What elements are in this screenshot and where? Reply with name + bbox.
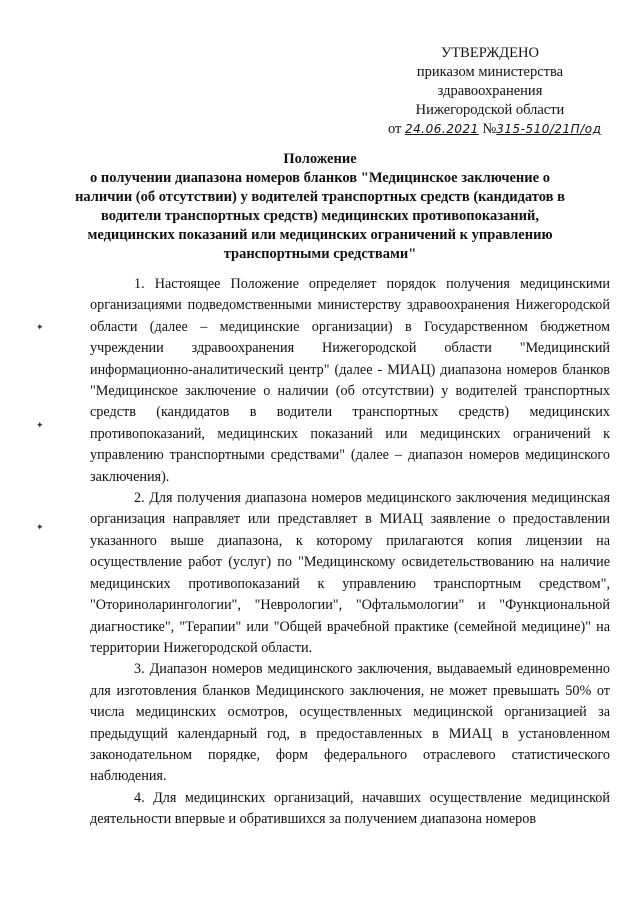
- title-heading: Положение: [283, 151, 357, 167]
- margin-mark-1: ✦: [36, 322, 44, 332]
- approval-heading: УТВЕРЖДЕНО: [441, 45, 539, 61]
- margin-mark-3: ✦: [36, 522, 44, 532]
- approval-region-line: Нижегородской области: [415, 102, 565, 118]
- paragraph-2: 2. Для получения диапазона номеров медицинского заключения медицинская организация направляет или представляет в МИАЦ заявление о предоставлении указанного выше диапазона, к которому прилагаются копия лицензии на осуществление работ (услуг) по "Медицинскому освидетельствованию на наличие медицинских противопоказаний к управлению транспортным средством", "Оториноларингологии", "Неврологии", "Офтальмологии" и "Функциональной диагностике", "Терапии" или "Общей врачебной практике (семейной медицине)" на территории Нижегородской области.: [90, 490, 610, 656]
- approval-block: [380, 44, 600, 139]
- approval-date-number-line: [380, 120, 600, 139]
- order-date: 24.06.2021: [405, 122, 479, 136]
- document-body: [90, 274, 610, 831]
- approval-order-line: приказом министерства: [416, 64, 564, 80]
- order-number: 315-510/21П/од: [496, 122, 602, 136]
- margin-mark-2: ✦: [36, 420, 44, 430]
- document-title: [70, 150, 570, 264]
- paragraph-4: 4. Для медицинских организаций, начавших осуществление медицинской деятельности впервые и обратившихся за получением диапазона номеров: [90, 789, 610, 828]
- paragraph-1: 1. Настоящее Положение определяет порядок получения медицинскими организациями подведомственными министерству здравоохранения Нижегородской области (далее – медицинские организации) в Государственном бюджетном учреждении здравоохранения Нижегородской области "Медицинский информационно-аналитический центр" (далее - МИАЦ) диапазона номеров бланков "Медицинское заключение о наличии (об отсутствии) у водителей транспортных средств (кандидатов в водители транспортных средств) медицинских противопоказаний, медицинских показаний или медицинских ограничений к управлению транспортными средствами" (далее – диапазон номеров медицинского заключения).: [90, 276, 610, 485]
- from-label: от: [388, 121, 402, 137]
- number-label: №: [482, 121, 497, 137]
- approval-ministry-line: здравоохранения: [437, 83, 543, 99]
- paragraph-3: 3. Диапазон номеров медицинского заключения, выдаваемый единовременно для изготовления бланков Медицинского заключения, не может превышать 50% от числа медицинских осмотров, осуществленных медицинской организацией за предыдущий календарный год, в предоставленных в МИАЦ в установленном законодательном порядке, форм федерального отраслевого статистического наблюдения.: [90, 661, 610, 785]
- title-subtitle: о получении диапазона номеров бланков "Медицинское заключение о наличии (об отсутствии) у водителей транспортных средств (кандидатов в водители транспортных средств) медицинских противопоказаний, медицинских показаний или медицинских ограничений к управлению транспортными средствами": [75, 170, 565, 262]
